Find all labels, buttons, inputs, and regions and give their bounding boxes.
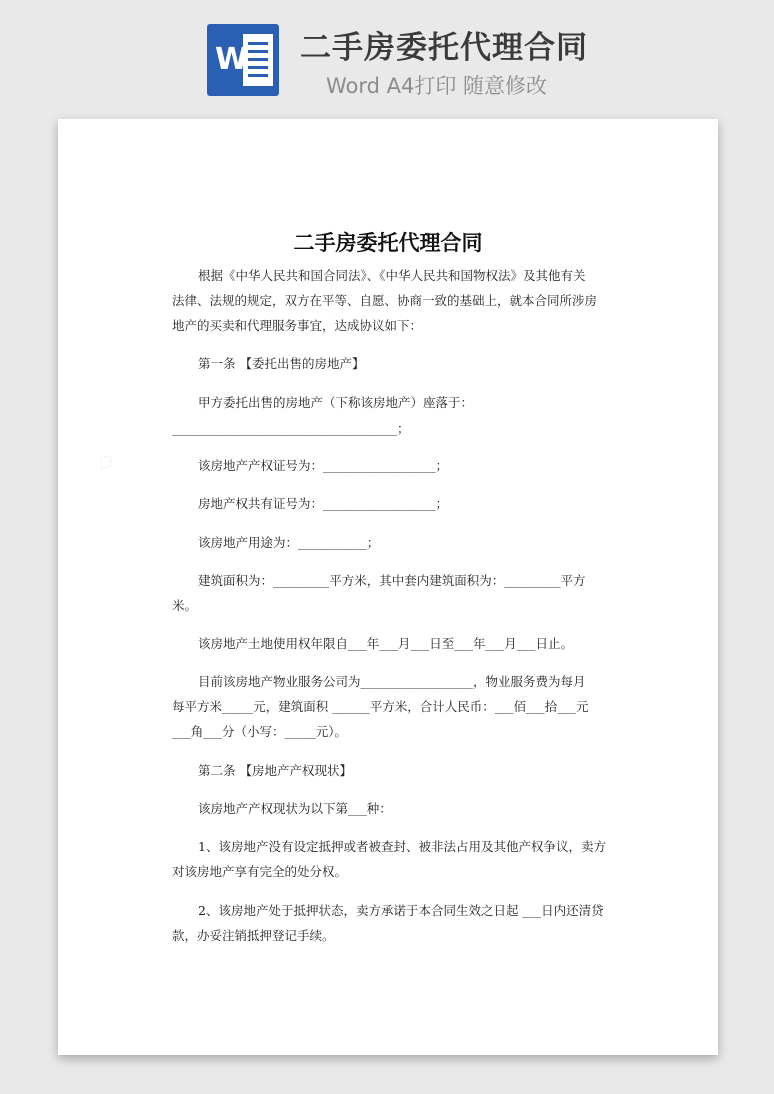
paragraph-line: 房地产权共有证号为：__________________； [198, 496, 449, 511]
paragraph-line: ___角___分（小写：_____元）。 [172, 724, 348, 739]
paragraph-line: 该房地产产权现状为以下第___种： [198, 801, 392, 816]
header-title: 二手房委托代理合同 [300, 30, 588, 66]
paragraph-line: 法律、法规的规定，双方在平等、自愿、协商一致的基础上，就本合同所涉房 [172, 293, 598, 308]
paragraph-line: 地产的买卖和代理服务事宜，达成协议如下： [172, 318, 423, 333]
paragraph-line: 建筑面积为：_________平方米，其中套内建筑面积为：_________平方 [198, 573, 586, 588]
document-title: 二手房委托代理合同 [293, 231, 483, 255]
paragraph-line: 目前该房地产物业服务公司为__________________，物业服务费为每月 [198, 674, 586, 689]
blank-line: ____________________________________； [172, 421, 410, 436]
paragraph-line: 该房地产土地使用权年限自___年___月___日至___年___月___日止。 [198, 636, 574, 651]
header-banner [0, 0, 774, 110]
paragraph-line: 该房地产产权证号为：__________________； [198, 458, 449, 473]
paragraph-line: 该房地产用途为：___________； [198, 535, 380, 550]
paragraph-line: 根据《中华人民共和国合同法》、《中华人民共和国物权法》及其他有关 [198, 268, 586, 283]
article-heading: 第一条 【委托出售的房地产】 [198, 356, 365, 371]
article-heading: 第二条 【房地产产权现状】 [198, 763, 352, 778]
paragraph-line: 款，办妥注销抵押登记手续。 [172, 928, 335, 943]
watermark [92, 446, 120, 476]
paragraph-line: 2、该房地产处于抵押状态，卖方承诺于本合同生效之日起 ___日内还清贷 [198, 903, 604, 918]
paragraph-line: 甲方委托出售的房地产（下称该房地产）座落于： [198, 395, 474, 410]
paragraph-line: 每平方米_____元，建筑面积 ______平方米，合计人民币：___佰___拾___元 [172, 699, 589, 714]
paragraph-line: 米。 [172, 598, 198, 613]
paragraph-line: 对该房地产享有完全的处分权。 [172, 864, 348, 879]
document-page [58, 119, 718, 1055]
header-subtitle: Word A4打印 随意修改 [326, 74, 548, 98]
paragraph-line: 1、该房地产没有设定抵押或者被查封、被非法占用及其他产权争议，卖方 [198, 839, 606, 854]
word-icon: W [207, 24, 279, 96]
